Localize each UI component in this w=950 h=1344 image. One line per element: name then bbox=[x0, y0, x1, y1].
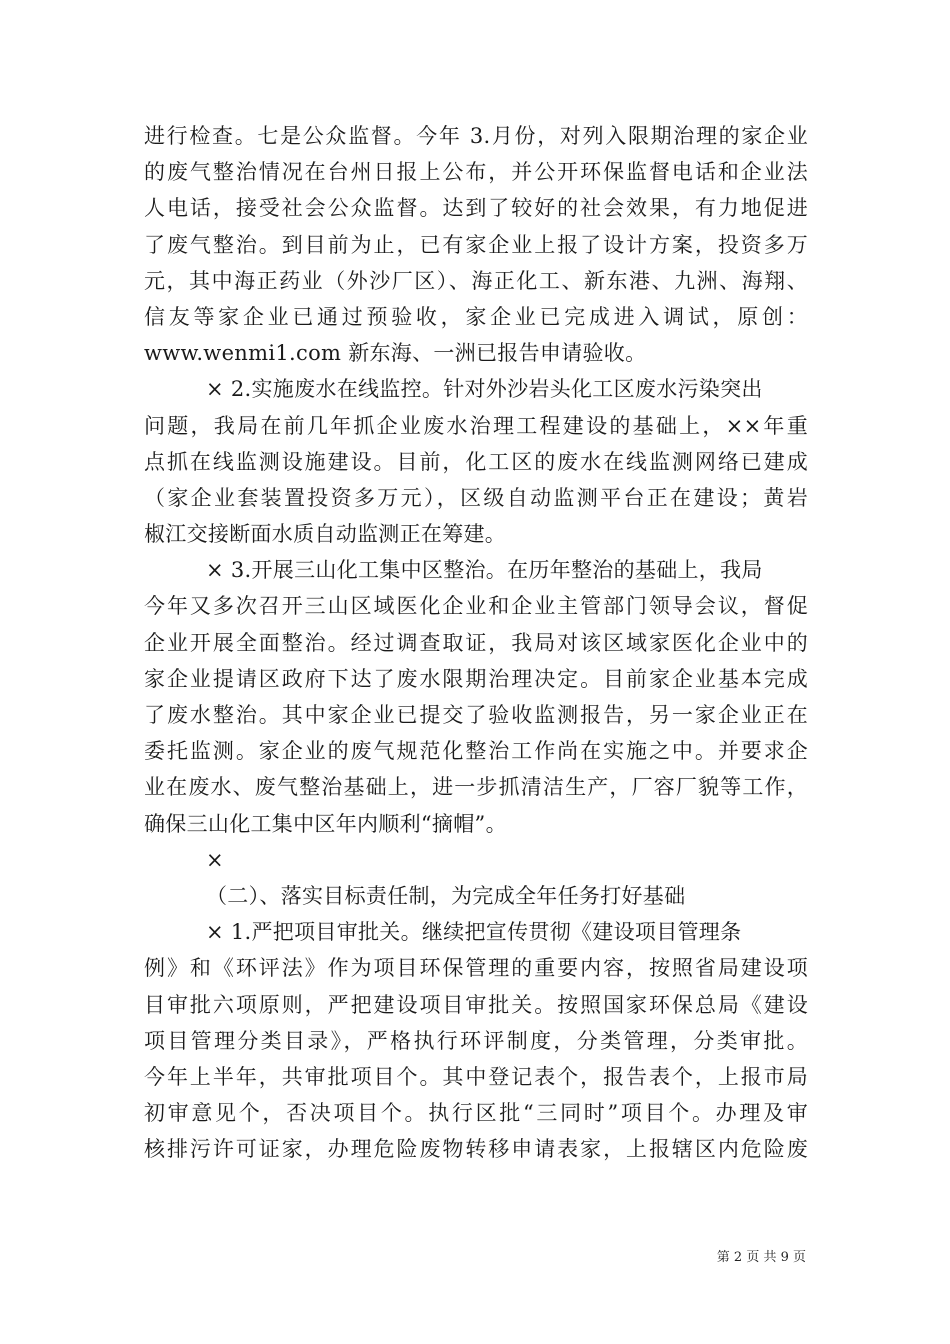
text-line: 业在废水、废气整治基础上，进一步抓清洁生产，厂容厂貌等工作， bbox=[144, 775, 808, 800]
text-line: （二）、落实目标责任制，为完成全年任务打好基础 bbox=[206, 883, 686, 908]
text-line: 人电话，接受社会公众监督。达到了较好的社会效果，有力地促进 bbox=[144, 196, 808, 221]
text-line: 了废水整治。其中家企业已提交了验收监测报告，另一家企业正在 bbox=[144, 703, 808, 727]
text-line: 今年又多次召开三山区域医化企业和企业主管部门领导会议，督促 bbox=[144, 594, 808, 619]
text-line: （家企业套装置投资多万元），区级自动监测平台正在建设；黄岩 bbox=[144, 485, 808, 510]
text-line: 初审意见个，否决项目个。执行区批“三同时”项目个。办理及审 bbox=[144, 1101, 808, 1126]
text-line: 委托监测。家企业的废气规范化整治工作尚在实施之中。并要求企 bbox=[144, 739, 808, 764]
text-line: 企业开展全面整治。经过调查取证，我局对该区域家医化企业中的 bbox=[144, 630, 808, 655]
text-line: 例》和《环评法》作为项目环保管理的重要内容，按照省局建设项 bbox=[144, 956, 808, 981]
text-line: www.wenmi1.com 新东海、一洲已报告申请验收。 bbox=[144, 341, 647, 366]
text-line: × 2.实施废水在线监控。针对外沙岩头化工区废水污染突出 bbox=[206, 377, 763, 402]
text-line: × 1.严把项目审批关。继续把宣传贯彻《建设项目管理条 bbox=[206, 920, 742, 945]
document-body bbox=[144, 118, 808, 1167]
text-line: 核排污许可证家，办理危险废物转移申请表家，上报辖区内危险废 bbox=[144, 1137, 808, 1162]
text-line: 今年上半年，共审批项目个。其中登记表个，报告表个，上报市局 bbox=[144, 1064, 808, 1089]
text-line: 目审批六项原则，严把建设项目审批关。按照国家环保总局《建设 bbox=[144, 992, 808, 1017]
text-line: 点抓在线监测设施建设。目前，化工区的废水在线监测网络已建成 bbox=[144, 449, 808, 474]
page-number: 第 2 页 共 9 页 bbox=[716, 1250, 806, 1265]
text-line: 确保三山化工集中区年内顺利“摘帽”。 bbox=[144, 811, 507, 836]
text-line: 了废气整治。到目前为止，已有家企业上报了设计方案，投资多万 bbox=[144, 232, 808, 257]
text-line: 问题，我局在前几年抓企业废水治理工程建设的基础上，××年重 bbox=[144, 413, 808, 438]
text-line: 椒江交接断面水质自动监测正在筹建。 bbox=[144, 522, 507, 547]
text-line: 项目管理分类目录》，严格执行环评制度，分类管理，分类审批。 bbox=[144, 1028, 808, 1053]
text-line: × bbox=[206, 847, 224, 872]
text-line: 信友等家企业已通过预验收，家企业已完成进入调试，原创： bbox=[144, 304, 808, 329]
text-line: 进行检查。七是公众监督。今年 3.月份，对列入限期治理的家企业 bbox=[144, 124, 808, 148]
text-line: 家企业提请区政府下达了废水限期治理决定。目前家企业基本完成 bbox=[144, 666, 808, 691]
text-line: × 3.开展三山化工集中区整治。在历年整治的基础上，我局 bbox=[206, 558, 763, 583]
text-line: 的废气整治情况在台州日报上公布，并公开环保监督电话和企业法 bbox=[144, 160, 808, 185]
text-line: 元，其中海正药业（外沙厂区）、海正化工、新东港、九洲、海翔、 bbox=[144, 268, 808, 293]
